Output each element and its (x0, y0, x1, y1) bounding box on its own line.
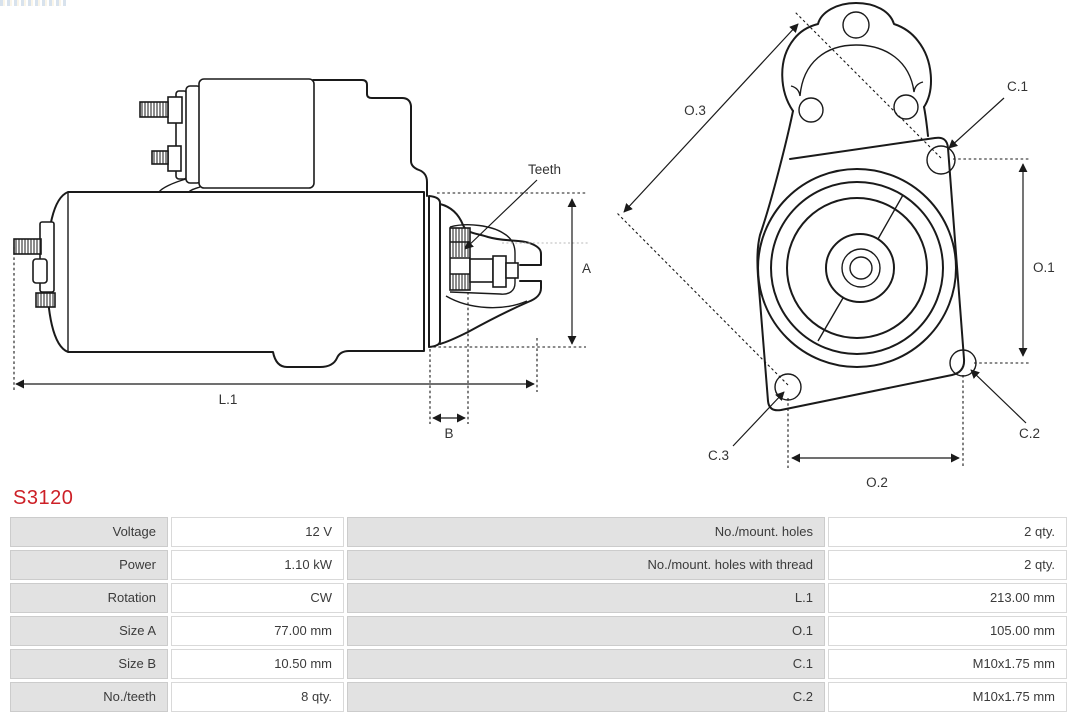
table-row (10, 517, 1068, 547)
spec-label-cell: Power (10, 550, 168, 580)
dim-label-c2: C.2 (1019, 426, 1041, 441)
spec-label-cell: No./mount. holes (347, 517, 825, 547)
dim-label-o2: O.2 (866, 475, 888, 490)
dim-label-b: B (444, 426, 454, 441)
spec-value-cell: 10.50 mm (171, 649, 344, 679)
spec-label-cell: O.1 (347, 616, 825, 646)
spec-label-cell: No./teeth (10, 682, 168, 712)
dim-label-o3: O.3 (684, 103, 706, 118)
spec-value-cell: 2 qty. (828, 517, 1067, 547)
table-row (10, 682, 1068, 712)
table-row (10, 583, 1068, 613)
spec-label-cell: L.1 (347, 583, 825, 613)
table-row (10, 649, 1068, 679)
teeth-label: Teeth (528, 162, 562, 177)
spec-value-cell: 2 qty. (828, 550, 1067, 580)
spec-label-cell: Size A (10, 616, 168, 646)
table-row (10, 616, 1068, 646)
spec-label-cell: C.2 (347, 682, 825, 712)
spec-value-cell: 77.00 mm (171, 616, 344, 646)
spec-label-cell: C.1 (347, 649, 825, 679)
part-number: S3120 (13, 487, 74, 509)
spec-label-cell: Rotation (10, 583, 168, 613)
spec-value-cell: 105.00 mm (828, 616, 1067, 646)
spec-value-cell: 8 qty. (171, 682, 344, 712)
spec-label-cell: Voltage (10, 517, 168, 547)
dim-label-l1: L.1 (218, 392, 238, 407)
spec-label-cell: No./mount. holes with thread (347, 550, 825, 580)
table-row (10, 550, 1068, 580)
spec-value-cell: 12 V (171, 517, 344, 547)
spec-value-cell: 1.10 kW (171, 550, 344, 580)
spec-value-cell: M10x1.75 mm (828, 649, 1067, 679)
dim-label-a: A (582, 261, 592, 276)
dim-label-c3: C.3 (708, 448, 730, 463)
dim-label-c1: C.1 (1007, 79, 1029, 94)
spec-value-cell: 213.00 mm (828, 583, 1067, 613)
spec-value-cell: M10x1.75 mm (828, 682, 1067, 712)
side-view-drawing (14, 79, 591, 441)
spec-value-cell: CW (171, 583, 344, 613)
dim-label-o1: O.1 (1033, 260, 1055, 275)
front-view-drawing (617, 3, 1055, 490)
specs-table (10, 517, 1068, 715)
spec-label-cell: Size B (10, 649, 168, 679)
